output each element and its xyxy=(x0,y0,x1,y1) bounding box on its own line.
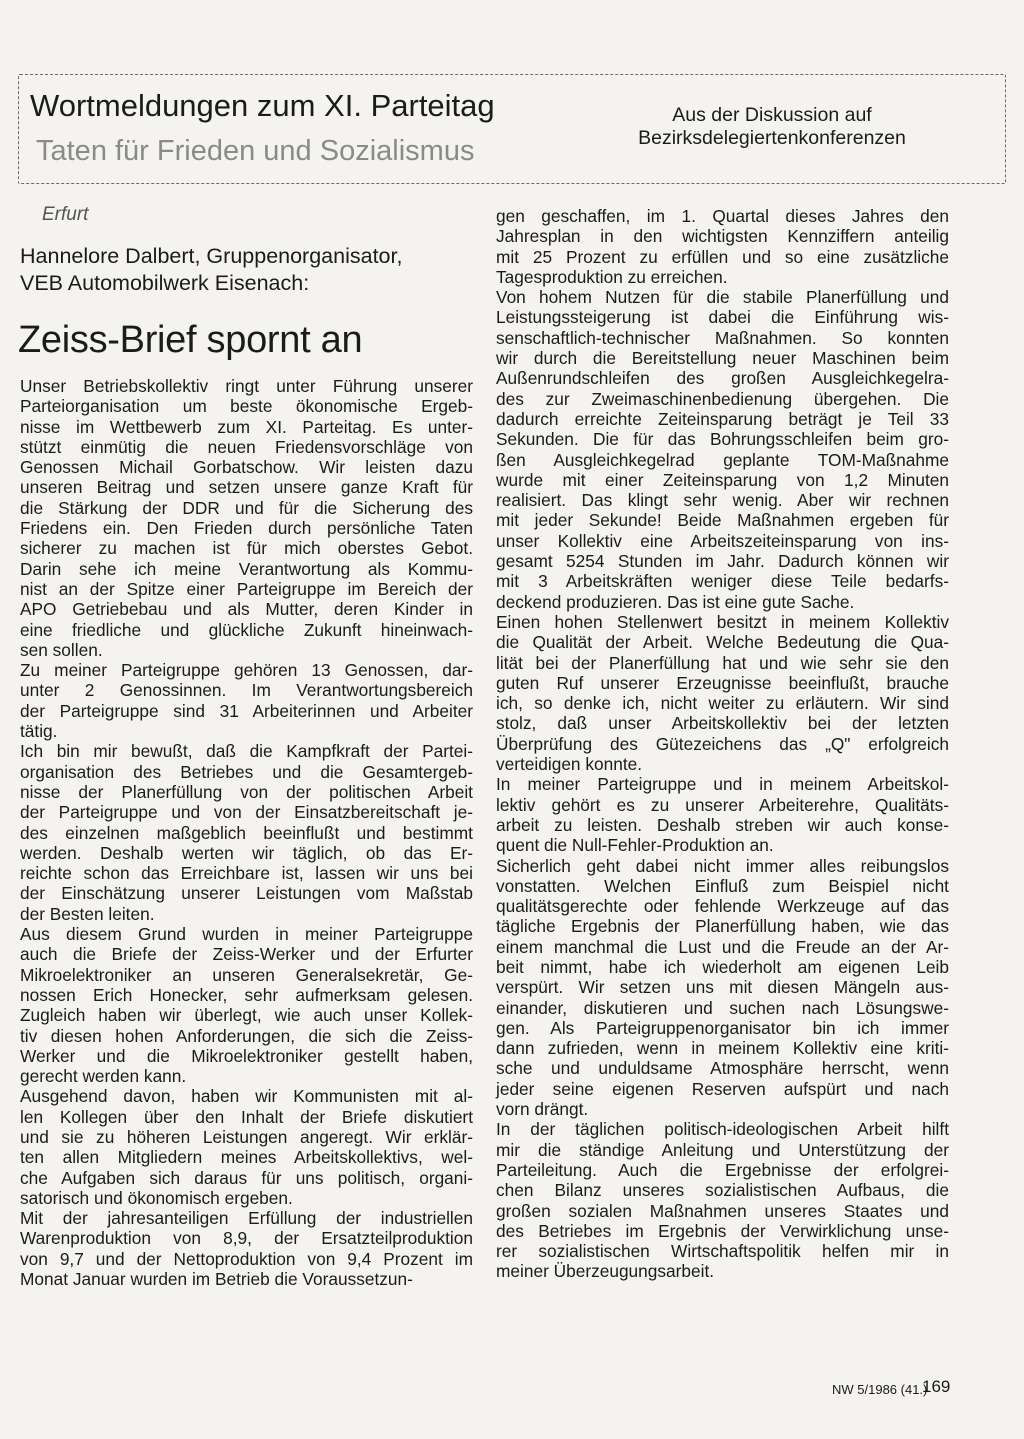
dateline-location: Erfurt xyxy=(42,204,89,225)
text-line: ich, so denke ich, nicht weiter zu erläutern. Wir sind xyxy=(496,693,949,714)
text-line: des zur Zweimaschinenbedienung übergehen. Die xyxy=(496,388,949,409)
section-title: Wortmeldungen zum XI. Parteitag xyxy=(30,88,495,123)
paragraph xyxy=(20,1086,473,1208)
text-line: len Kollegen über den Inhalt der Briefe diskutiert xyxy=(20,1106,473,1127)
text-line: mit 3 Arbeitskräften weniger diese Teile bedarfs- xyxy=(496,571,949,592)
text-line: wir durch die Bereitstellung neuer Maschinen beim xyxy=(496,348,949,369)
paragraph xyxy=(496,856,949,1120)
paragraph xyxy=(20,924,473,1086)
paragraph xyxy=(20,660,473,741)
paragraph xyxy=(496,287,949,612)
text-line: senschaftlich-technischer Maßnahmen. So konnten xyxy=(496,327,949,348)
text-line: großen sozialen Maßnahmen unseres Staates und xyxy=(496,1200,949,1221)
text-line: sche und unduldsame Atmosphäre herrscht, wenn xyxy=(496,1058,949,1079)
text-line: tätig. xyxy=(20,721,58,742)
text-line: Jahresplan in den wichtigsten Kennziffern anteilig xyxy=(496,226,949,247)
paragraph xyxy=(496,612,949,774)
text-line: realisiert. Das klingt sehr wenig. Aber wir rechnen xyxy=(496,490,949,511)
text-line: beit nimmt, habe ich wiederholt am eigenen Leib xyxy=(496,956,949,977)
text-line: lektiv gehört es zu unserer Arbeiterehre, Qualitäts- xyxy=(496,794,949,815)
text-line: Parteileitung. Auch die Ergebnisse der erfolgrei- xyxy=(496,1159,949,1180)
text-line: der Parteigruppe und von der Einsatzbereitschaft je- xyxy=(20,802,473,823)
text-line: die Stärkung der DDR und für die Sicherung des xyxy=(20,497,473,518)
text-line: einem manchmal die Lust und die Freude an der Ar- xyxy=(496,936,949,957)
text-line: unseren Beitrag und setzen unsere ganze Kraft für xyxy=(20,477,473,498)
text-line: Außenrundschleifen des großen Ausgleichkegelra- xyxy=(496,368,949,389)
source-note-line-2: Bezirksdelegiertenkonferenzen xyxy=(638,127,906,149)
text-line: rer sozialistischen Wirtschaftspolitik helfen mir in xyxy=(496,1241,949,1262)
text-line: gerecht werden kann. xyxy=(20,1066,187,1087)
text-line: eine friedliche und glückliche Zukunft hineinwach- xyxy=(20,619,473,640)
text-line: mir die ständige Anleitung und Unterstützung der xyxy=(496,1139,949,1160)
text-line: guten Ruf unserer Erzeugnisse beeinflußt, brauche xyxy=(496,672,949,693)
text-line: Von hohem Nutzen für die stabile Planerfüllung und xyxy=(496,287,949,308)
text-line: che Aufgaben sich daraus für uns politisch, organi- xyxy=(20,1167,473,1188)
text-line: nisse im Wettbewerb zum XI. Parteitag. Es unter- xyxy=(20,416,473,437)
text-line: sicherer zu machen ist für mich oberstes Gebot. xyxy=(20,538,473,559)
text-line: Parteiorganisation um beste ökonomische Ergeb- xyxy=(20,396,473,417)
text-line: Sekunden. Die für das Bohrungsschleifen beim gro- xyxy=(496,429,949,450)
text-line: lität bei der Planerfüllung hat und wie sehr sie den xyxy=(496,652,949,673)
text-line: Friedens ein. Den Frieden durch persönliche Taten xyxy=(20,518,473,539)
text-line: ßen Ausgleichkegelrad geplante TOM-Maßnahme xyxy=(496,449,949,470)
page-number: 169 xyxy=(922,1377,951,1396)
text-line: einander, diskutieren und suchen nach Lösungswe- xyxy=(496,997,949,1018)
paragraph xyxy=(496,774,949,855)
text-line: unter 2 Genossinnen. Im Verantwortungsbereich xyxy=(20,680,473,701)
text-line: unser Kollektiv eine Arbeitszeiteinsparung von ins- xyxy=(496,530,949,551)
text-line: satorisch und ökonomisch ergeben. xyxy=(20,1187,293,1208)
text-line: mit 25 Prozent zu erfüllen und so eine zusätzliche xyxy=(496,246,949,267)
text-line: dann zufrieden, wenn in meinem Kollektiv eine kriti- xyxy=(496,1038,949,1059)
text-line: Mit der jahresanteiligen Erfüllung der industriellen xyxy=(20,1208,473,1229)
text-line: des Betriebes im Ergebnis der Verwirklichung unse- xyxy=(496,1220,949,1241)
text-line: Warenproduktion von 8,9, der Ersatzteilproduktion xyxy=(20,1228,473,1249)
section-subtitle: Taten für Frieden und Sozialismus xyxy=(36,135,475,167)
text-line: In meiner Parteigruppe und in meinem Arbeitskol- xyxy=(496,774,949,795)
author-line-1: Hannelore Dalbert, Gruppenorganisator, xyxy=(20,244,403,268)
text-line: nossen Erich Honecker, sehr aufmerksam gelesen. xyxy=(20,984,473,1005)
text-line: organisation des Betriebes und die Gesamtergeb- xyxy=(20,761,473,782)
text-line: nist an der Spitze einer Parteigruppe im Bereich der xyxy=(20,578,473,599)
text-line: vonstatten. Welchen Einfluß zum Beispiel nicht xyxy=(496,875,949,896)
text-line: wurde mit einer Zeiteinsparung von 1,2 Minuten xyxy=(496,469,949,490)
text-line: chen Bilanz unseres sozialistischen Aufbaus, die xyxy=(496,1180,949,1201)
author-byline xyxy=(20,243,402,297)
text-line: stützt einmütig die neuen Friedensvorschläge von xyxy=(20,436,473,457)
text-line: Sicherlich geht dabei nicht immer alles reibungslos xyxy=(496,855,949,876)
text-line: deckend produzieren. Das ist eine gute Sache. xyxy=(496,591,855,612)
text-line: der Einschätzung unserer Leistungen vom Maßstab xyxy=(20,883,473,904)
text-line: qualitätsgerechte oder fehlende Werkzeuge auf das xyxy=(496,896,949,917)
text-line: der Parteigruppe sind 31 Arbeiterinnen und Arbeiter xyxy=(20,700,473,721)
text-line: Mikroelektroniker an unseren Generalsekretär, Ge- xyxy=(20,964,473,985)
paragraph xyxy=(20,1208,473,1289)
text-line: verspürt. Wir setzen uns mit diesen Mängeln aus- xyxy=(496,977,949,998)
text-line: arbeit zu leisten. Deshalb streben wir auch konse- xyxy=(496,814,949,835)
text-line: jeder seine eigenen Reserven aufspürt und nach xyxy=(496,1078,949,1099)
text-line: Darin sehe ich meine Verantwortung als Kommu- xyxy=(20,558,473,579)
text-line: der Besten leiten. xyxy=(20,903,155,924)
paragraph xyxy=(496,1119,949,1281)
article-column-left xyxy=(20,376,473,1289)
text-line: meiner Überzeugungsarbeit. xyxy=(496,1261,715,1282)
text-line: APO Getriebebau und als Mutter, deren Kinder in xyxy=(20,599,473,620)
text-line: stolz, daß unser Arbeitskollektiv bei der letzten xyxy=(496,713,949,734)
text-line: gen. Als Parteigruppenorganisator bin ich immer xyxy=(496,1017,949,1038)
author-line-2: VEB Automobilwerk Eisenach: xyxy=(20,271,310,295)
text-line: von 9,7 und der Nettoproduktion von 9,4 Prozent im xyxy=(20,1248,473,1269)
text-line: Überprüfung des Gütezeichens das „Q" erfolgreich xyxy=(496,733,949,754)
paragraph xyxy=(496,206,949,287)
text-line: mit jeder Sekunde! Beide Maßnahmen ergeben für xyxy=(496,510,949,531)
text-line: verteidigen konnte. xyxy=(496,754,643,775)
text-line: ten allen Mitgliedern meines Arbeitskollektivs, wel- xyxy=(20,1147,473,1168)
text-line: und sie zu höheren Leistungen angeregt. Wir erklär- xyxy=(20,1126,473,1147)
text-line: sen sollen. xyxy=(20,639,103,660)
text-line: vorn drängt. xyxy=(496,1099,589,1120)
paragraph xyxy=(20,741,473,924)
text-line: Genossen Michail Gorbatschow. Wir leisten dazu xyxy=(20,457,473,478)
text-line: Einen hohen Stellenwert besitzt in meinem Kollektiv xyxy=(496,611,949,632)
text-line: Zugleich haben wir überlegt, wie auch unser Kollek- xyxy=(20,1005,473,1026)
text-line: tiv diesen hohen Anforderungen, die sich die Zeiss- xyxy=(20,1025,473,1046)
text-line: Leistungssteigerung ist dabei die Einführung wis- xyxy=(496,307,949,328)
text-line: werden. Deshalb werten wir täglich, ob das Er- xyxy=(20,842,473,863)
text-line: Monat Januar wurden im Betrieb die Voraussetzun- xyxy=(20,1269,413,1290)
text-line: Tagesproduktion zu erreichen. xyxy=(496,266,728,287)
text-line: Aus diesem Grund wurden in meiner Parteigruppe xyxy=(20,924,473,945)
text-line: In der täglichen politisch-ideologischen Arbeit hilft xyxy=(496,1119,949,1140)
text-line: nisse der Planerfüllung von der politischen Arbeit xyxy=(20,781,473,802)
issue-reference: NW 5/1986 (41.) xyxy=(832,1382,928,1397)
source-note-line-1: Aus der Diskussion auf xyxy=(672,104,872,126)
text-line: quent die Null-Fehler-Produktion an. xyxy=(496,835,774,856)
text-line: dadurch erreichte Zeiteinsparung beträgt je Teil 33 xyxy=(496,408,949,429)
paragraph xyxy=(20,376,473,660)
text-line: reichte schon das Erreichbare ist, lassen wir uns bei xyxy=(20,863,473,884)
text-line: Ich bin mir bewußt, daß die Kampfkraft der Partei- xyxy=(20,741,473,762)
text-line: auch die Briefe der Zeiss-Werker und der Erfurter xyxy=(20,944,473,965)
text-line: des einzelnen maßgeblich beeinflußt und bestimmt xyxy=(20,822,473,843)
text-line: gesamt 5254 Stunden im Jahr. Dadurch können wir xyxy=(496,551,949,572)
text-line: tägliche Ergebnis der Planerfüllung haben, wie das xyxy=(496,916,949,937)
text-line: Werker und die Mikroelektroniker gestellt haben, xyxy=(20,1045,473,1066)
article-headline: Zeiss-Brief spornt an xyxy=(18,319,363,361)
article-column-right xyxy=(496,206,949,1282)
source-note xyxy=(612,104,932,150)
text-line: gen geschaffen, im 1. Quartal dieses Jahres den xyxy=(496,206,949,226)
text-line: Ausgehend davon, haben wir Kommunisten mit al- xyxy=(20,1086,473,1107)
text-line: Unser Betriebskollektiv ringt unter Führung unserer xyxy=(20,376,473,396)
text-line: Zu meiner Parteigruppe gehören 13 Genossen, dar- xyxy=(20,660,473,681)
text-line: die Qualität der Arbeit. Welche Bedeutung die Qua- xyxy=(496,632,949,653)
